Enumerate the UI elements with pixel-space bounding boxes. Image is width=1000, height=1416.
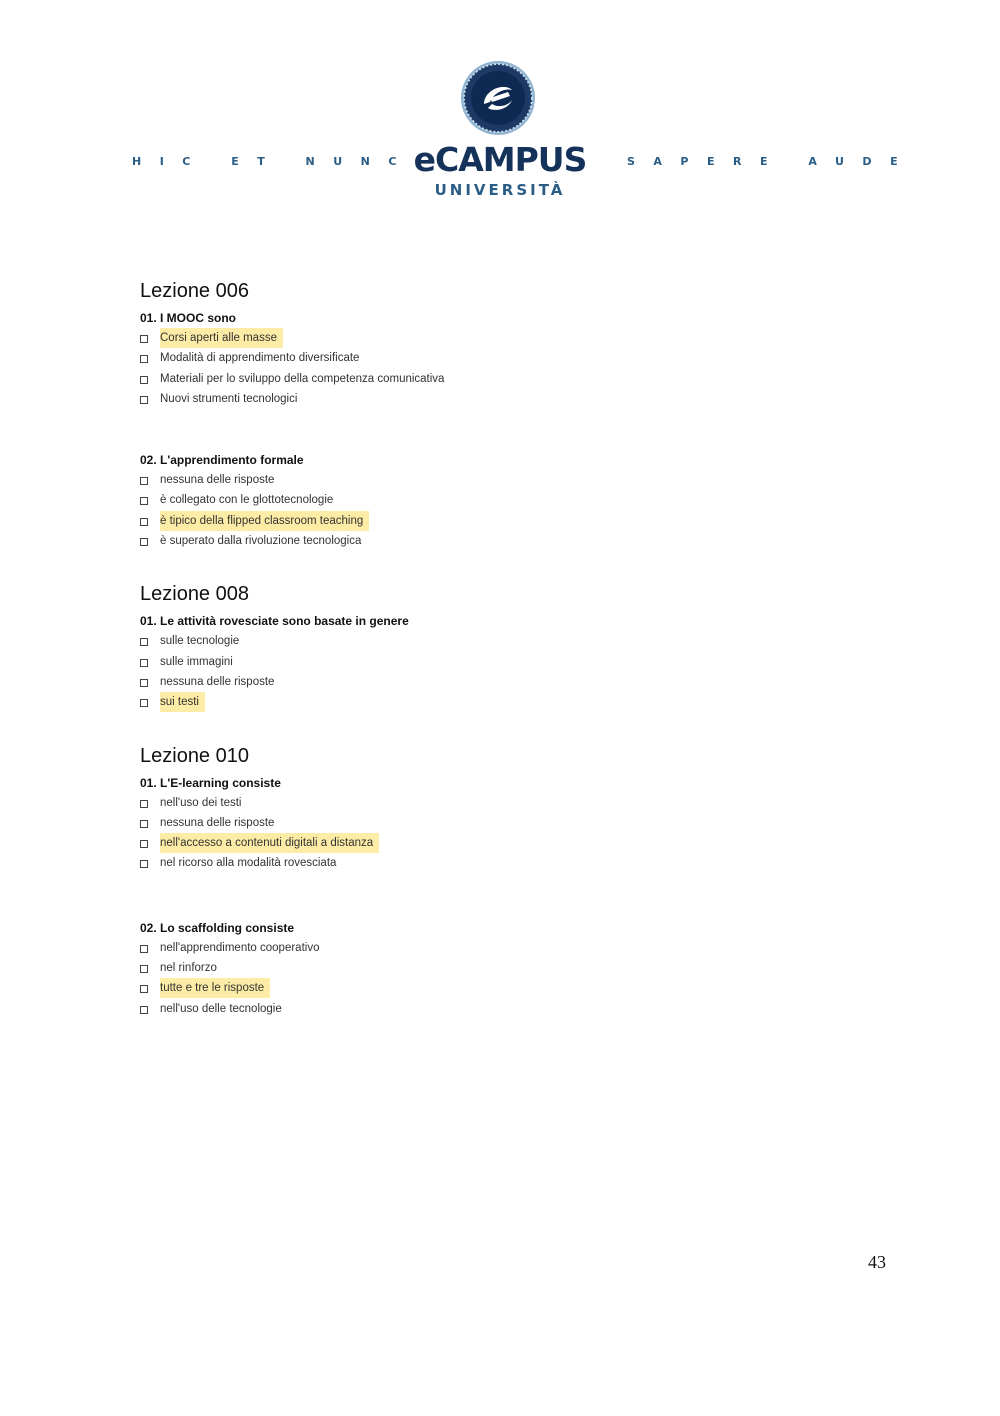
answer-label: nell'apprendimento cooperativo xyxy=(160,941,320,954)
checkbox-icon[interactable] xyxy=(140,518,148,526)
checkbox-icon[interactable] xyxy=(140,965,148,973)
answer-option[interactable] xyxy=(140,692,900,712)
checkbox-icon[interactable] xyxy=(140,355,148,363)
checkbox-icon[interactable] xyxy=(140,860,148,868)
question-text: 01. Le attività rovesciate sono basate in genere xyxy=(140,614,409,629)
checkbox-icon[interactable] xyxy=(140,945,148,953)
question-text: 01. L'E-learning consiste xyxy=(140,775,281,790)
lesson-section xyxy=(140,581,900,712)
answer-label: nell'uso delle tecnologie xyxy=(160,1002,282,1015)
answer-option[interactable] xyxy=(140,369,900,389)
question-text: 01. I MOOC sono xyxy=(140,311,237,325)
question-text: 02. L'apprendimento formale xyxy=(140,453,304,468)
page-header xyxy=(0,0,1000,210)
checkbox-icon[interactable] xyxy=(140,985,148,993)
answer-option[interactable] xyxy=(140,672,900,692)
answer-label-highlighted: tutte e tre le risposte xyxy=(160,978,270,998)
checkbox-icon[interactable] xyxy=(140,679,148,687)
checkbox-icon[interactable] xyxy=(140,335,148,343)
checkbox-icon[interactable] xyxy=(140,477,148,485)
answer-option[interactable] xyxy=(140,999,900,1019)
page-number: 43 xyxy=(868,1252,886,1272)
answer-option[interactable] xyxy=(140,531,900,551)
answer-option[interactable] xyxy=(140,652,900,672)
motto-right: SAPERE AUDE xyxy=(627,155,917,168)
checkbox-icon[interactable] xyxy=(140,396,148,404)
answer-label: nel rinforzo xyxy=(160,962,217,975)
answer-option[interactable] xyxy=(140,833,900,853)
answer-option[interactable] xyxy=(140,328,900,348)
checkbox-icon[interactable] xyxy=(140,538,148,546)
answer-option[interactable] xyxy=(140,958,900,978)
lesson-title: Lezione 006 xyxy=(140,280,249,302)
answer-option[interactable] xyxy=(140,853,900,873)
question-text: 02. Lo scaffolding consiste xyxy=(140,920,295,935)
quiz-content xyxy=(140,278,900,1019)
university-seal-logo xyxy=(460,60,536,136)
lesson-title: Lezione 010 xyxy=(140,744,249,767)
answer-label-highlighted: Corsi aperti alle masse xyxy=(160,328,283,348)
answer-label-highlighted: è tipico della flipped classroom teaching xyxy=(160,511,369,531)
question-block xyxy=(140,613,900,712)
answer-label: è superato dalla rivoluzione tecnologica xyxy=(160,535,362,548)
answer-option[interactable] xyxy=(140,348,900,368)
question-block xyxy=(140,452,900,551)
answer-label: Materiali per lo sviluppo della competenza comunicativa xyxy=(160,372,445,385)
lesson-section xyxy=(140,278,900,551)
answer-label: è collegato con le glottotecnologie xyxy=(160,494,334,507)
brand-name-logo: eCAMPUS xyxy=(413,140,587,179)
answer-label-highlighted: nell'accesso a contenuti digitali a distanza xyxy=(160,833,379,853)
answer-option[interactable] xyxy=(140,389,900,409)
answer-label: sulle immagini xyxy=(160,655,233,668)
answer-option[interactable] xyxy=(140,490,900,510)
question-block xyxy=(140,920,900,1019)
checkbox-icon[interactable] xyxy=(140,840,148,848)
answer-label: sulle tecnologie xyxy=(160,635,240,648)
answer-option[interactable] xyxy=(140,631,900,651)
motto-left: HIC ET NUNC xyxy=(132,155,415,168)
checkbox-icon[interactable] xyxy=(140,497,148,505)
answer-label: nessuna delle risposte xyxy=(160,474,275,487)
answer-option[interactable] xyxy=(140,938,900,958)
answer-label: nessuna delle risposte xyxy=(160,675,275,688)
answer-option[interactable] xyxy=(140,511,900,531)
checkbox-icon[interactable] xyxy=(140,376,148,384)
brand-subtitle: UNIVERSITÀ xyxy=(434,181,566,199)
answer-label: Modalità di apprendimento diversificate xyxy=(160,352,360,365)
question-block xyxy=(140,310,900,409)
answer-label: nell'uso dei testi xyxy=(160,796,242,809)
checkbox-icon[interactable] xyxy=(140,659,148,667)
lesson-title: Lezione 008 xyxy=(140,583,249,606)
lesson-section xyxy=(140,743,900,1019)
checkbox-icon[interactable] xyxy=(140,1006,148,1014)
checkbox-icon[interactable] xyxy=(140,800,148,808)
answer-option[interactable] xyxy=(140,470,900,490)
question-block xyxy=(140,775,900,874)
answer-label: nel ricorso alla modalità rovesciata xyxy=(160,857,337,870)
checkbox-icon[interactable] xyxy=(140,820,148,828)
answer-option[interactable] xyxy=(140,813,900,833)
answer-label-highlighted: sui testi xyxy=(160,692,205,712)
checkbox-icon[interactable] xyxy=(140,638,148,646)
checkbox-icon[interactable] xyxy=(140,699,148,707)
answer-option[interactable] xyxy=(140,793,900,813)
answer-label: Nuovi strumenti tecnologici xyxy=(160,392,298,405)
answer-option[interactable] xyxy=(140,978,900,998)
answer-label: nessuna delle risposte xyxy=(160,816,275,829)
